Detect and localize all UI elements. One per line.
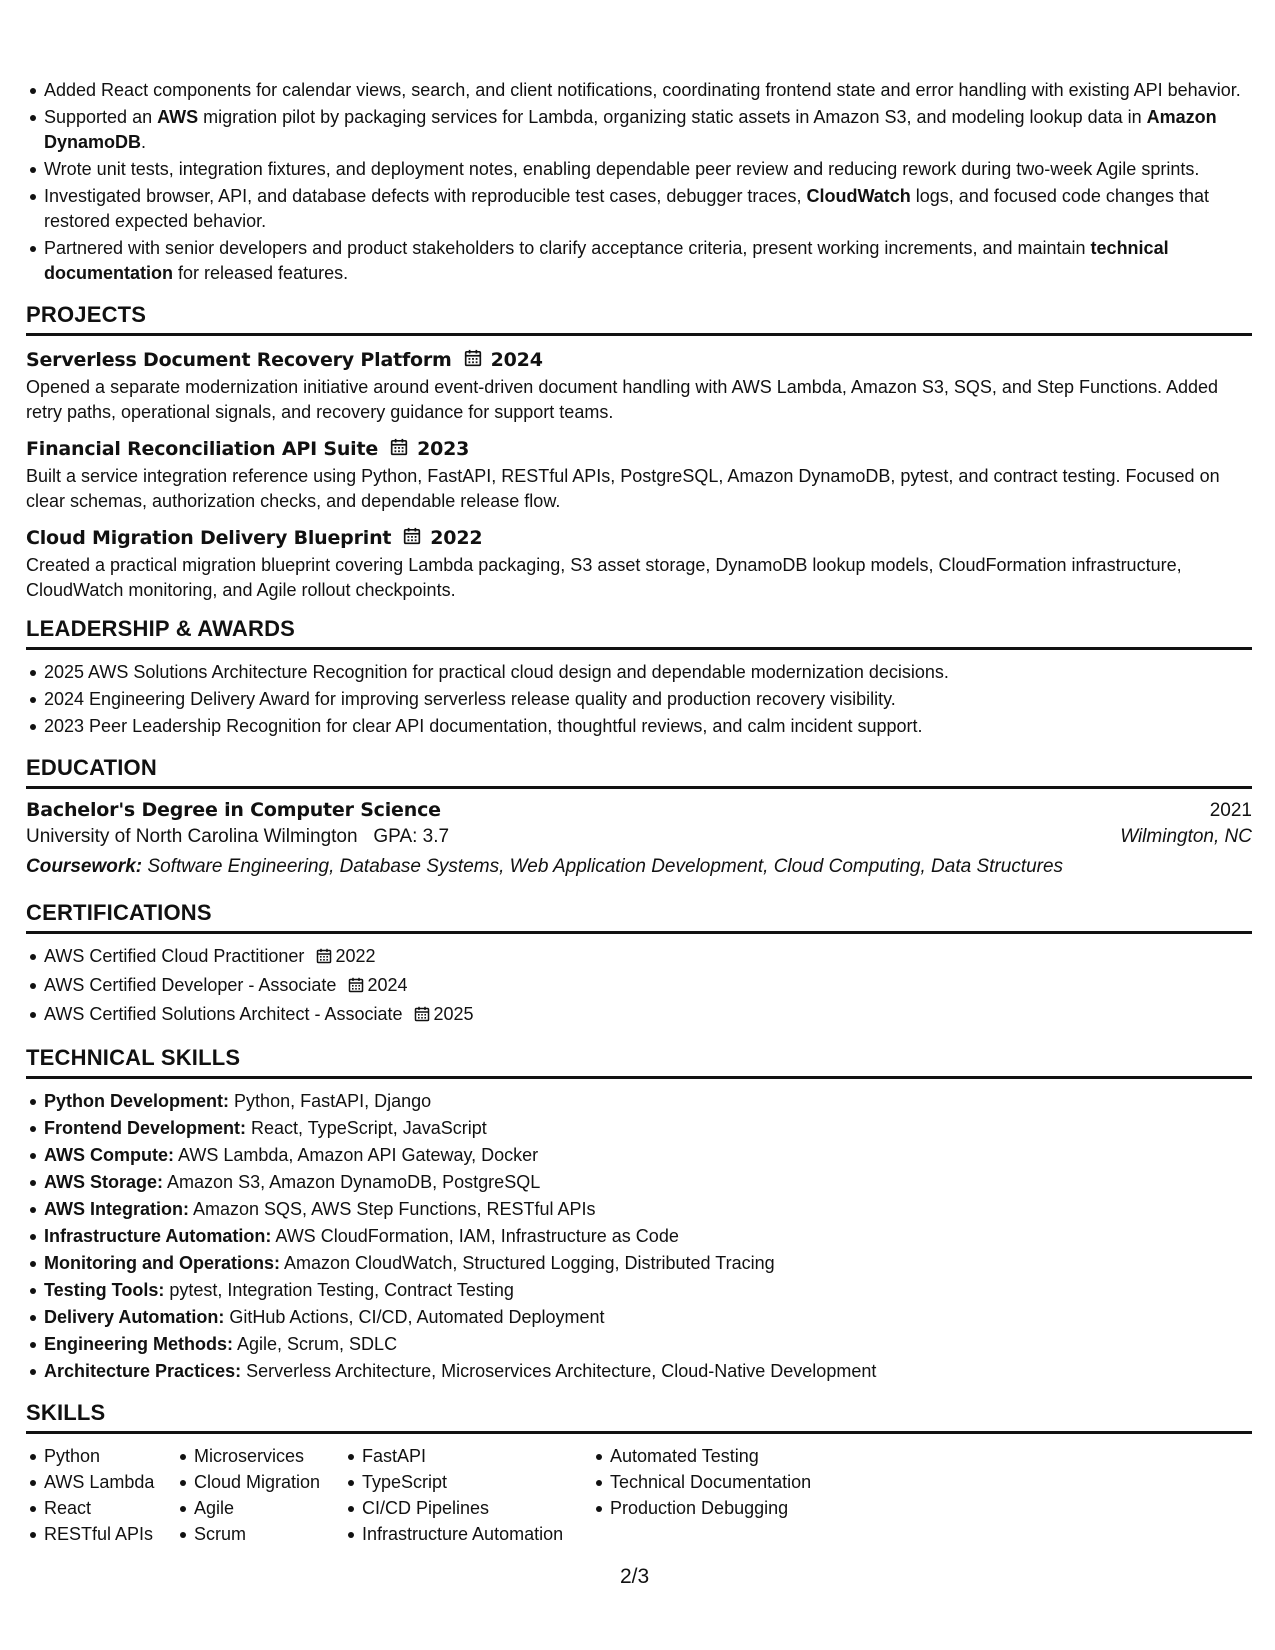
certification-name: AWS Certified Solutions Architect - Associate (44, 1004, 403, 1024)
project-entry (26, 346, 1252, 424)
project-year: 2023 (417, 438, 470, 460)
experience-bullet (44, 78, 1252, 103)
project-year: 2022 (430, 527, 483, 549)
bold-keyword: AWS (157, 107, 199, 127)
experience-bullet (44, 236, 1252, 286)
leadership-section (26, 616, 1252, 739)
education-year: 2021 (1209, 800, 1252, 821)
certification-year: 2022 (335, 946, 376, 966)
technical-skill-item (44, 1089, 1252, 1114)
section-title-leadership: LEADERSHIP & AWARDS (26, 616, 1252, 650)
coursework-label: Coursework: (26, 856, 143, 877)
skills-section (26, 1400, 1252, 1548)
skill-item: FastAPI (362, 1444, 592, 1469)
skill-item: TypeScript (362, 1470, 592, 1495)
certifications-list (26, 944, 1252, 1029)
education-coursework (26, 852, 1252, 882)
skill-item: Infrastructure Automation (362, 1522, 592, 1547)
bullet-text: . (141, 132, 147, 152)
skill-item: Cloud Migration (194, 1470, 344, 1495)
technical-skill-value: Agile, Scrum, SDLC (237, 1334, 398, 1354)
technical-skill-value: Amazon S3, Amazon DynamoDB, PostgreSQL (167, 1172, 541, 1192)
education-school-line (26, 822, 449, 852)
project-header (26, 435, 1252, 463)
technical-skill-item (44, 1278, 1252, 1303)
skills-column (344, 1444, 592, 1548)
education-section (26, 755, 1252, 882)
skill-item: Python (44, 1444, 176, 1469)
skill-item: CI/CD Pipelines (362, 1496, 592, 1521)
education-degree: Bachelor's Degree in Computer Science (26, 799, 441, 821)
project-header (26, 524, 1252, 552)
technical-skill-label: AWS Storage: (44, 1172, 164, 1192)
bold-keyword: technical documentation (44, 238, 1169, 283)
technical-skill-label: Python Development: (44, 1091, 230, 1111)
skills-column (176, 1444, 344, 1548)
bullet-text: Supported an (44, 107, 158, 127)
bullet-text: logs, and focused code changes that restored expected behavior. (44, 186, 1209, 231)
calendar-icon (348, 975, 364, 1000)
projects-section (26, 302, 1252, 602)
project-entry (26, 524, 1252, 602)
section-title-education: EDUCATION (26, 755, 1252, 789)
bullet-text: Partnered with senior developers and product stakeholders to clarify acceptance criteria, present working increments, and maintain (44, 238, 1091, 258)
bold-keyword: CloudWatch (806, 186, 911, 206)
project-description: Opened a separate modernization initiative around event-driven document handling with AWS Lambda, Amazon S3, SQS, and Step Functions. Added retry paths, operational signals, and recovery guidance for support teams. (26, 377, 1219, 422)
leadership-list (26, 660, 1252, 739)
technical-skill-label: Architecture Practices: (44, 1361, 242, 1381)
section-title-skills: SKILLS (26, 1400, 1252, 1434)
project-year: 2024 (490, 349, 543, 371)
education-degree-row (26, 799, 1252, 822)
calendar-icon (390, 438, 408, 461)
education-school: University of North Carolina Wilmington (26, 826, 358, 847)
skills-column-list (176, 1444, 344, 1547)
experience-bullet (44, 105, 1252, 155)
technical-skill-value: Python, FastAPI, Django (234, 1091, 432, 1111)
skill-item: Agile (194, 1496, 344, 1521)
technical-skill-item (44, 1251, 1252, 1276)
leadership-item: 2025 AWS Solutions Architecture Recognition for practical cloud design and dependable modernization decisions. (44, 660, 1252, 685)
technical-skill-label: Testing Tools: (44, 1280, 165, 1300)
skills-column (26, 1444, 176, 1548)
skill-item: Technical Documentation (610, 1470, 852, 1495)
technical-skill-item (44, 1116, 1252, 1141)
certification-name: AWS Certified Developer - Associate (44, 975, 337, 995)
technical-skill-label: Frontend Development: (44, 1118, 247, 1138)
project-title: Cloud Migration Delivery Blueprint (26, 527, 392, 549)
section-title-certifications: CERTIFICATIONS (26, 900, 1252, 934)
project-header (26, 346, 1252, 374)
resume-page (26, 78, 1252, 1548)
skills-column (592, 1444, 852, 1548)
bullet-text: migration pilot by packaging services for Lambda, organizing static assets in Amazon S3, and modeling lookup data in (198, 107, 1147, 127)
project-title: Serverless Document Recovery Platform (26, 349, 452, 371)
certification-item (44, 973, 1252, 1000)
certification-item (44, 944, 1252, 971)
calendar-icon (403, 527, 421, 550)
technical-skill-value: AWS Lambda, Amazon API Gateway, Docker (178, 1145, 539, 1165)
certifications-section (26, 900, 1252, 1029)
certification-name: AWS Certified Cloud Practitioner (44, 946, 305, 966)
technical-skills-list (26, 1089, 1252, 1384)
technical-skill-value: Serverless Architecture, Microservices Architecture, Cloud-Native Development (246, 1361, 877, 1381)
technical-skill-value: Amazon CloudWatch, Structured Logging, Distributed Tracing (284, 1253, 775, 1273)
skill-item: React (44, 1496, 176, 1521)
project-entry (26, 435, 1252, 513)
technical-skill-item (44, 1305, 1252, 1330)
skill-item: Microservices (194, 1444, 344, 1469)
certification-year: 2024 (367, 975, 408, 995)
page-number: 2/3 (620, 1565, 650, 1588)
project-title: Financial Reconciliation API Suite (26, 438, 379, 460)
project-description: Created a practical migration blueprint covering Lambda packaging, S3 asset storage, DynamoDB lookup models, CloudFormation infrastructure, CloudWatch monitoring, and Agile rollout checkpoints. (26, 555, 1182, 600)
education-location: Wilmington, NC (1120, 826, 1252, 847)
experience-bullet (44, 184, 1252, 234)
technical-skill-value: pytest, Integration Testing, Contract Testing (169, 1280, 514, 1300)
technical-skill-value: GitHub Actions, CI/CD, Automated Deployment (229, 1307, 605, 1327)
technical-skill-value: AWS CloudFormation, IAM, Infrastructure as Code (275, 1226, 679, 1246)
technical-skills-section (26, 1045, 1252, 1384)
technical-skill-label: Delivery Automation: (44, 1307, 225, 1327)
technical-skill-label: AWS Compute: (44, 1145, 174, 1165)
skill-item: AWS Lambda (44, 1470, 176, 1495)
technical-skill-item (44, 1332, 1252, 1357)
technical-skill-item (44, 1224, 1252, 1249)
skills-column-list (26, 1444, 176, 1547)
technical-skill-label: Engineering Methods: (44, 1334, 233, 1354)
bold-keyword: Amazon DynamoDB (44, 107, 1217, 152)
projects-list (26, 346, 1252, 602)
leadership-item: 2023 Peer Leadership Recognition for clear API documentation, thoughtful reviews, and calm incident support. (44, 714, 1252, 739)
skill-item: Automated Testing (610, 1444, 852, 1469)
skills-column-list (344, 1444, 592, 1547)
technical-skill-value: React, TypeScript, JavaScript (251, 1118, 487, 1138)
technical-skill-item (44, 1359, 1252, 1384)
calendar-icon (316, 946, 332, 971)
project-description: Built a service integration reference using Python, FastAPI, RESTful APIs, PostgreSQL, Amazon DynamoDB, pytest, and contract testing. Focused on clear schemas, authorization checks, and dependable release flow. (26, 466, 1220, 511)
technical-skill-label: Monitoring and Operations: (44, 1253, 280, 1273)
technical-skill-item (44, 1170, 1252, 1195)
skills-column-list (592, 1444, 852, 1521)
skills-grid (26, 1444, 1252, 1548)
bullet-text: for released features. (173, 263, 349, 283)
experience-bullets (26, 78, 1252, 286)
education-school-row (26, 822, 1252, 852)
technical-skill-value: Amazon SQS, AWS Step Functions, RESTful APIs (193, 1199, 596, 1219)
calendar-icon (464, 349, 482, 372)
bullet-text: Wrote unit tests, integration fixtures, and deployment notes, enabling dependable peer review and reducing rework during two-week Agile sprints. (44, 159, 1200, 179)
certification-year: 2025 (433, 1004, 474, 1024)
skill-item: Production Debugging (610, 1496, 852, 1521)
bullet-text: Investigated browser, API, and database defects with reproducible test cases, debugger traces, (44, 186, 807, 206)
technical-skill-item (44, 1197, 1252, 1222)
section-title-projects: PROJECTS (26, 302, 1252, 336)
certification-item (44, 1002, 1252, 1029)
technical-skill-label: Infrastructure Automation: (44, 1226, 272, 1246)
calendar-icon (414, 1004, 430, 1029)
skill-item: Scrum (194, 1522, 344, 1547)
bullet-text: Added React components for calendar views, search, and client notifications, coordinating frontend state and error handling with existing API behavior. (44, 80, 1241, 100)
experience-bullet (44, 157, 1252, 182)
leadership-item: 2024 Engineering Delivery Award for improving serverless release quality and production recovery visibility. (44, 687, 1252, 712)
coursework-list: Software Engineering, Database Systems, Web Application Development, Cloud Computing, Data Structures (147, 856, 1064, 877)
education-gpa: GPA: 3.7 (373, 826, 450, 847)
technical-skill-item (44, 1143, 1252, 1168)
technical-skill-label: AWS Integration: (44, 1199, 189, 1219)
skill-item: RESTful APIs (44, 1522, 176, 1547)
section-title-technical-skills: TECHNICAL SKILLS (26, 1045, 1252, 1079)
